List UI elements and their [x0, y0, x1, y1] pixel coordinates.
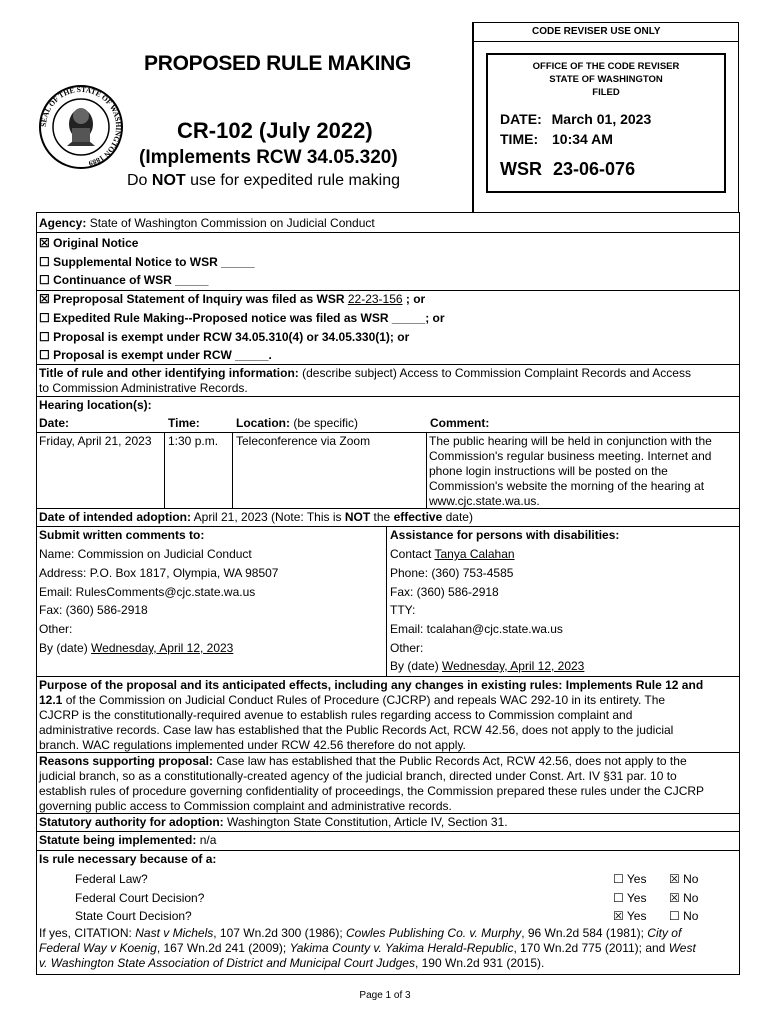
- comments-by-date: By (date) Wednesday, April 12, 2023: [39, 641, 234, 655]
- hearing-comment: The public hearing will be held in conjunction with the Commission's regular business meeting. Internet and phone login instructions will be posted on the Commission's website the morning of the hearing at www.cjc.state.wa.us.: [429, 434, 712, 508]
- necessary-row-federal-law: Federal Law? ☐ Yes ☒ No: [75, 872, 699, 886]
- expedited-line: ☐ Expedited Rule Making--Proposed notice was filed as WSR _____; or: [39, 311, 445, 325]
- office-line3: FILED: [592, 87, 620, 98]
- hearing-col-location: Location: (be specific): [236, 416, 359, 430]
- necessary-row-federal-court: Federal Court Decision? ☐ Yes ☒ No: [75, 891, 699, 905]
- agency-line: Agency: State of Washington Commission on Judicial Conduct: [39, 216, 375, 230]
- hearing-col-time: Time:: [168, 416, 200, 430]
- col-divider: [426, 432, 427, 508]
- rule: [36, 676, 739, 677]
- wsr-number: WSR 23-06-076: [500, 159, 636, 179]
- assistance-phone: Phone: (360) 753-4585: [390, 566, 514, 580]
- necessary-row-state-court: State Court Decision? ☒ Yes ☐ No: [75, 909, 699, 923]
- comments-label: Submit written comments to:: [39, 528, 205, 542]
- hearing-label: Hearing location(s):: [39, 398, 152, 412]
- panel-top-border: [472, 22, 739, 23]
- rule: [36, 831, 739, 832]
- notice-original: ☒ Original Notice: [39, 236, 139, 250]
- exempt-line-1: ☐ Proposal is exempt under RCW 34.05.310(4) or 34.05.330(1); or: [39, 330, 410, 344]
- rule: [36, 232, 739, 233]
- adoption-date: Date of intended adoption: April 21, 2023 (Note: This is NOT the effective date): [39, 510, 473, 524]
- filed-date: DATE: March 01, 2023: [500, 111, 652, 127]
- rule: [36, 396, 739, 397]
- rule: [36, 432, 739, 433]
- assistance-email: Email: tcalahan@cjc.state.wa.us: [390, 622, 563, 636]
- assistance-fax: Fax: (360) 586-2918: [390, 585, 499, 599]
- comments-other: Other:: [39, 622, 73, 636]
- exempt-line-2: ☐ Proposal is exempt under RCW _____.: [39, 348, 272, 362]
- svg-text:SEAL OF THE STATE OF WASHINGTO: SEAL OF THE STATE OF WASHINGTON 1889: [38, 84, 124, 169]
- panel-right-border: [738, 22, 739, 212]
- assistance-by-date: By (date) Wednesday, April 12, 2023: [390, 659, 585, 673]
- col-divider: [164, 432, 165, 508]
- filed-time: TIME: 10:34 AM: [500, 131, 613, 147]
- assistance-contact: Contact Tanya Calahan: [390, 547, 515, 561]
- expedited-note: Do NOT use for expedited rule making: [127, 172, 401, 189]
- form-id: CR-102 (July 2022): [177, 118, 373, 143]
- rule: [36, 364, 739, 365]
- page-number: Page 1 of 3: [359, 990, 411, 1001]
- hearing-location: Teleconference via Zoom: [236, 434, 371, 448]
- comments-address: Address: P.O. Box 1817, Olympia, WA 98507: [39, 566, 279, 580]
- preproposal-line: ☒ Preproposal Statement of Inquiry was filed as WSR 22-23-156 ; or: [39, 292, 426, 306]
- col-divider: [386, 526, 387, 676]
- office-line1: OFFICE OF THE CODE REVISER: [532, 61, 680, 72]
- panel-label-divider: [472, 41, 739, 42]
- hearing-col-comment: Comment:: [430, 416, 490, 430]
- notice-supplemental: ☐ Supplemental Notice to WSR _____: [39, 255, 255, 269]
- notice-continuance: ☐ Continuance of WSR _____: [39, 273, 209, 287]
- state-seal: [38, 84, 124, 170]
- assistance-label: Assistance for persons with disabilities:: [390, 528, 620, 542]
- rule: [36, 526, 739, 527]
- necessary-label: Is rule necessary because of a:: [39, 852, 217, 866]
- statute-implemented: Statute being implemented: n/a: [39, 833, 217, 847]
- assistance-tty: TTY:: [390, 603, 416, 617]
- rule: [36, 290, 739, 291]
- rule: [36, 752, 739, 753]
- implements-rcw: (Implements RCW 34.05.320): [139, 147, 398, 168]
- rule: [36, 508, 739, 509]
- code-reviser-label: CODE REVISER USE ONLY: [532, 26, 661, 37]
- panel-divider: [472, 22, 474, 212]
- office-line2: STATE OF WASHINGTON: [549, 74, 663, 85]
- comments-email: Email: RulesComments@cjc.state.wa.us: [39, 585, 256, 599]
- purpose-section: Purpose of the proposal and its anticipated effects, including any changes in existing rules: Implements Rule 12 and 12.1 of the Commission on Judicial Conduct Rules of Procedure (CJCRP) and repeals WAC 292-10 in its entirety. The CJCRP is the constitutionally-required avenue to establish rules regarding access to Commission complaint and administrative records. Case law has established that the Public Records Act, RCW 42.56, does not apply to the judicial branch. WAC regulations implemented under RCW 42.56 therefore do not apply.: [39, 678, 704, 752]
- citation: If yes, CITATION: Nast v Michels, 107 Wn.2d 300 (1986); Cowles Publishing Co. v. Murphy, 96 Wn.2d 584 (1981); City of Federal Way v Koenig, 167 Wn.2d 241 (2009); Yakima County v. Yakima Herald-Republic, 170 Wn.2d 775 (2011); and West v. Washington State Association of District and Municipal Court Judges, 190 Wn.2d 931 (2015).: [39, 926, 696, 970]
- hearing-time: 1:30 p.m.: [168, 434, 219, 448]
- statutory-authority: Statutory authority for adoption: Washington State Constitution, Article IV, Section 31.: [39, 815, 508, 829]
- title-of-rule: Title of rule and other identifying information: (describe subject) Access to Commission Complaint Records and Access to Commission Administrative Records.: [39, 366, 691, 395]
- rule: [36, 850, 739, 851]
- col-divider: [232, 432, 233, 508]
- filing-stamp: [486, 53, 726, 193]
- assistance-other: Other:: [390, 641, 424, 655]
- form-title: PROPOSED RULE MAKING: [144, 52, 412, 75]
- hearing-col-date: Date:: [39, 416, 70, 430]
- hearing-date: Friday, April 21, 2023: [39, 434, 152, 448]
- comments-name: Name: Commission on Judicial Conduct: [39, 547, 252, 561]
- rule: [36, 813, 739, 814]
- reasons-section: Reasons supporting proposal: Case law has established that the Public Records Act, RCW 42.56, does not apply to the judicial branch, so as a constitutionally-created agency of the judicial branch, directed under Const. Art. IV §31 par. 10 to establish rules of procedure governing confidentiality of proceedings, the Commission prepared these rules under the CJCRP governing public access to Commission complaint and administrative records.: [39, 754, 705, 813]
- comments-fax: Fax: (360) 586-2918: [39, 603, 148, 617]
